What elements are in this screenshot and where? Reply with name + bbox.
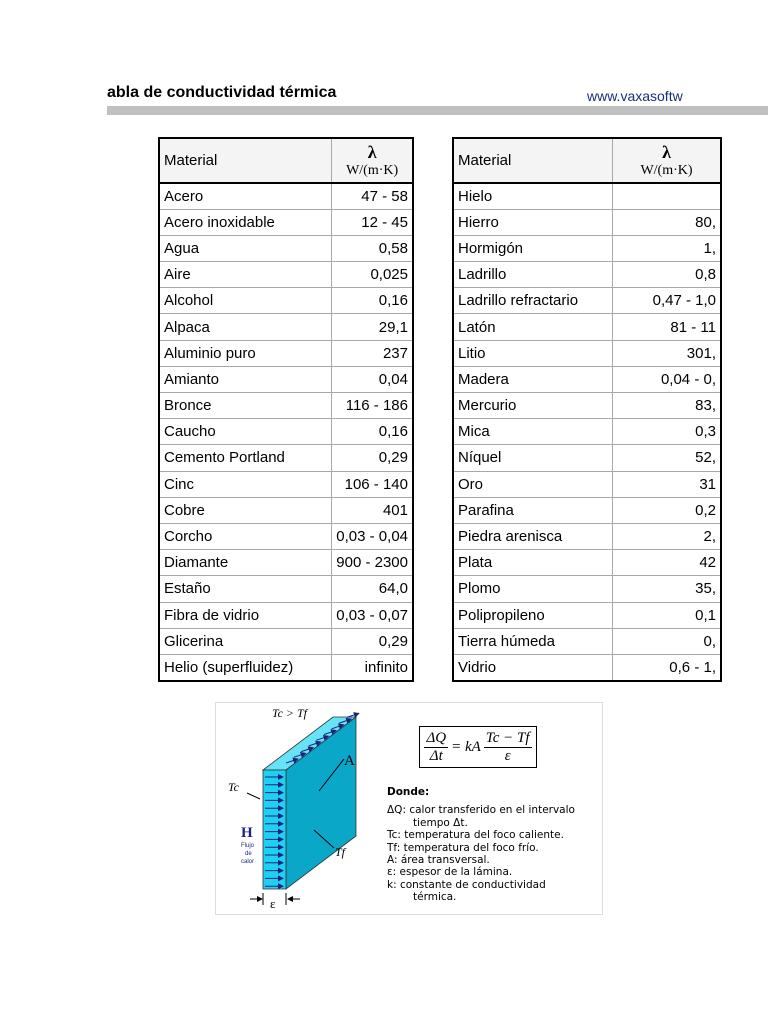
definition-line: k: constante de conductividad [387, 878, 546, 891]
conductivity-value-cell: 0,3 [613, 419, 722, 445]
conductivity-value-cell: 0,04 - 0, [613, 366, 722, 392]
material-cell: Estaño [159, 576, 332, 602]
table-row [453, 209, 721, 235]
table-row [453, 445, 721, 471]
conductivity-value-cell: 106 - 140 [332, 471, 413, 497]
material-cell: Alpaca [159, 314, 332, 340]
material-cell: Plomo [453, 576, 613, 602]
table-row [453, 366, 721, 392]
conductivity-value-cell [613, 183, 722, 209]
conductivity-value-cell: 42 [613, 550, 722, 576]
material-cell: Bronce [159, 393, 332, 419]
definition-line: ΔQ: calor transferido en el intervalo [387, 804, 575, 817]
table-row [159, 262, 413, 288]
conductivity-value-cell: 0,04 [332, 366, 413, 392]
table-row [453, 340, 721, 366]
tc-pointer-line [247, 793, 260, 799]
lambda-unit: W/(m·K) [640, 163, 693, 178]
material-cell: Litio [453, 340, 613, 366]
material-cell: Mica [453, 419, 613, 445]
table-row [453, 262, 721, 288]
material-cell: Parafina [453, 497, 613, 523]
table-row [453, 471, 721, 497]
material-cell: Glicerina [159, 628, 332, 654]
material-cell: Fibra de vidrio [159, 602, 332, 628]
de-label: de [245, 851, 252, 857]
material-cell: Latón [453, 314, 613, 340]
table-row [453, 497, 721, 523]
table-row [159, 550, 413, 576]
conductivity-value-cell: 0,16 [332, 419, 413, 445]
tc-gt-tf-label: Tc > Tf [272, 706, 308, 720]
conductivity-value-cell: 47 - 58 [332, 183, 413, 209]
formula-numerator-right: Tc − Tf [485, 729, 530, 746]
lambda-unit: W/(m·K) [346, 163, 399, 178]
lambda-symbol: λ [662, 142, 671, 162]
table-row [159, 183, 413, 209]
area-label: A [344, 753, 355, 769]
definition-line: Tc: temperatura del foco caliente. [387, 829, 564, 842]
table-row [453, 288, 721, 314]
table-row [159, 393, 413, 419]
material-cell: Caucho [159, 419, 332, 445]
material-cell: Acero [159, 183, 332, 209]
material-cell: Aire [159, 262, 332, 288]
conductivity-value-cell: 0,025 [332, 262, 413, 288]
table-row [159, 209, 413, 235]
table-row [159, 576, 413, 602]
material-cell: Vidrio [453, 654, 613, 680]
donde-heading: Donde: [387, 786, 430, 798]
conductivity-value-cell: 0,29 [332, 445, 413, 471]
material-cell: Hielo [453, 183, 613, 209]
conductivity-value-cell: 12 - 45 [332, 209, 413, 235]
definition-line: tiempo Δt. [413, 816, 468, 829]
table-row [159, 340, 413, 366]
table-row [453, 523, 721, 549]
material-cell: Amianto [159, 366, 332, 392]
table-row [159, 288, 413, 314]
conductivity-table-right [452, 137, 722, 682]
lambda-column-header [332, 138, 413, 183]
material-cell: Acero inoxidable [159, 209, 332, 235]
conductivity-value-cell: 64,0 [332, 576, 413, 602]
conductivity-value-cell: 0,58 [332, 235, 413, 261]
material-cell: Hormigón [453, 235, 613, 261]
conductivity-value-cell: 301, [613, 340, 722, 366]
formula-denominator-left: Δt [429, 747, 443, 764]
table-row [159, 419, 413, 445]
conductivity-value-cell: 0,8 [613, 262, 722, 288]
material-cell: Cemento Portland [159, 445, 332, 471]
flujo-label: Flujo [241, 843, 255, 849]
material-cell: Helio (superfluidez) [159, 654, 332, 680]
table-row [453, 654, 721, 680]
table-row [159, 497, 413, 523]
formula-equals-ka: = kA [451, 738, 481, 755]
conductivity-value-cell: 0,03 - 0,04 [332, 523, 413, 549]
lambda-column-header [613, 138, 722, 183]
conductivity-value-cell: 80, [613, 209, 722, 235]
table-row [453, 235, 721, 261]
formula-numerator-left: ΔQ [426, 729, 447, 746]
conductivity-value-cell: 0,47 - 1,0 [613, 288, 722, 314]
material-cell: Madera [453, 366, 613, 392]
conductivity-value-cell: 0,1 [613, 602, 722, 628]
conductivity-value-cell: 29,1 [332, 314, 413, 340]
calor-label: calor [241, 859, 255, 865]
definition-line: térmica. [413, 891, 457, 904]
conductivity-value-cell: 2, [613, 523, 722, 549]
conductivity-value-cell: 237 [332, 340, 413, 366]
material-cell: Corcho [159, 523, 332, 549]
tf-label: Tf [335, 845, 346, 859]
definition-line: A: área transversal. [387, 854, 490, 867]
conductivity-table-left [158, 137, 414, 682]
epsilon-label: ε [270, 896, 276, 911]
material-cell: Ladrillo refractario [453, 288, 613, 314]
conductivity-value-cell: 52, [613, 445, 722, 471]
table-row [159, 602, 413, 628]
table-row [453, 550, 721, 576]
conductivity-value-cell: 900 - 2300 [332, 550, 413, 576]
table-row [159, 314, 413, 340]
table-row [453, 314, 721, 340]
tc-label: Tc [228, 780, 239, 794]
conductivity-value-cell: infinito [332, 654, 413, 680]
table-row [453, 393, 721, 419]
definition-line: Tf: temperatura del foco frío. [387, 841, 539, 854]
table-row [159, 654, 413, 680]
table-row [453, 576, 721, 602]
material-cell: Mercurio [453, 393, 613, 419]
material-cell: Tierra húmeda [453, 628, 613, 654]
material-column-header: Material [159, 138, 332, 183]
conductivity-value-cell: 0,2 [613, 497, 722, 523]
material-cell: Ladrillo [453, 262, 613, 288]
table-row [159, 471, 413, 497]
conductivity-value-cell: 0,29 [332, 628, 413, 654]
material-cell: Cobre [159, 497, 332, 523]
header-divider-bar [107, 106, 768, 115]
conductivity-value-cell: 31 [613, 471, 722, 497]
material-cell: Piedra arenisca [453, 523, 613, 549]
conductivity-value-cell: 116 - 186 [332, 393, 413, 419]
formula-denominator-right: ε [504, 747, 511, 764]
formula-definitions [387, 786, 597, 904]
conductivity-value-cell: 0,16 [332, 288, 413, 314]
temperature-fraction [484, 730, 532, 765]
table-row [159, 366, 413, 392]
table-row [453, 419, 721, 445]
definition-line: ε: espesor de la lámina. [387, 866, 513, 879]
table-row [159, 445, 413, 471]
material-cell: Hierro [453, 209, 613, 235]
conductivity-value-cell: 35, [613, 576, 722, 602]
conductivity-value-cell: 0,03 - 0,07 [332, 602, 413, 628]
lambda-symbol: λ [367, 142, 377, 162]
material-cell: Plata [453, 550, 613, 576]
conductivity-value-cell: 83, [613, 393, 722, 419]
heat-flow-H-label: H [241, 825, 253, 841]
material-cell: Níquel [453, 445, 613, 471]
table-row [159, 523, 413, 549]
conductivity-table-right-clip [452, 137, 716, 685]
plate-front-face [263, 770, 286, 889]
table-row [453, 183, 721, 209]
material-cell: Cinc [159, 471, 332, 497]
document-title: abla de conductividad térmica [107, 84, 337, 101]
table-header-row [159, 138, 413, 183]
material-cell: Polipropileno [453, 602, 613, 628]
material-cell: Aluminio puro [159, 340, 332, 366]
conduction-formula [419, 726, 537, 768]
conductivity-value-cell: 0,6 - 1, [613, 654, 722, 680]
table-row [453, 628, 721, 654]
material-cell: Alcohol [159, 288, 332, 314]
conductivity-value-cell: 0, [613, 628, 722, 654]
table-row [453, 602, 721, 628]
material-cell: Oro [453, 471, 613, 497]
dq-dt-fraction [424, 730, 448, 765]
conductivity-value-cell: 401 [332, 497, 413, 523]
website-url: www.vaxasoftw [587, 88, 683, 104]
table-row [159, 235, 413, 261]
conductivity-value-cell: 81 - 11 [613, 314, 722, 340]
heat-conduction-diagram [216, 703, 602, 914]
conductivity-value-cell: 1, [613, 235, 722, 261]
material-cell: Diamante [159, 550, 332, 576]
material-column-header: Material [453, 138, 613, 183]
table-header-row [453, 138, 721, 183]
material-cell: Agua [159, 235, 332, 261]
table-row [159, 628, 413, 654]
